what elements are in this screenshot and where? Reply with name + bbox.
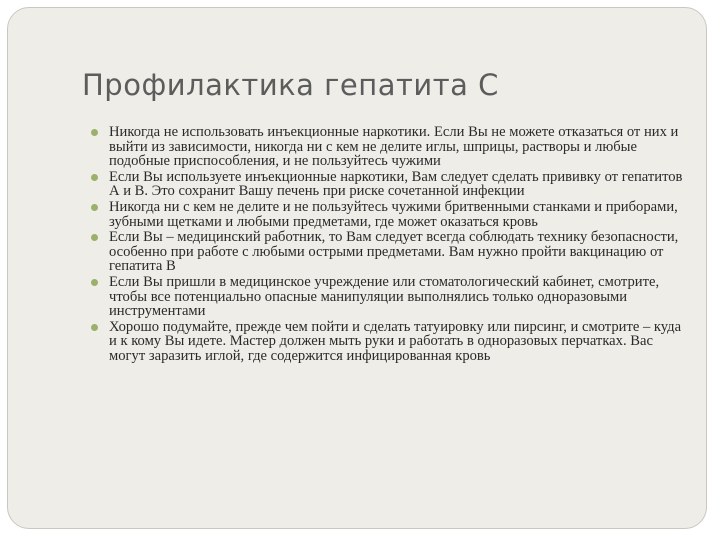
list-item-text: Хорошо подумайте, прежде чем пойти и сделать татуировку или пирсинг, и смотрите – куда и к кому Вы идете. Мастер должен мыть руки и работать в одноразовых перчатках. Вас могут заразить иглой, где содержится инфицированная кровь: [109, 318, 682, 364]
bullet-dot-icon: [91, 129, 98, 136]
list-item-text: Если Вы пришли в медицинское учреждение или стоматологический кабинет, смотрите, чтобы все потенциально опасные манипуляции выполнялись только одноразовыми инструментами: [109, 273, 660, 320]
list-item: [89, 170, 689, 199]
list-item-text: Никогда ни с кем не делите и не пользуйтесь чужими бритвенными станками и приборами, зубными щетками и любыми предметами, где может оказаться кровь: [109, 198, 678, 230]
list-item: [89, 125, 689, 169]
bullet-dot-icon: [91, 204, 98, 211]
slide-title: Профилактика гепатита С: [82, 68, 499, 102]
bullet-dot-icon: [91, 234, 98, 241]
bullet-dot-icon: [91, 174, 98, 181]
list-item: [89, 230, 689, 274]
list-item-text: Если Вы – медицинский работник, то Вам следует всегда соблюдать технику безопасности, особенно при работе с любыми острыми предметами. Вам нужно пройти вакцинацию от гепатита В: [109, 229, 679, 275]
slide: [7, 7, 707, 529]
bullet-dot-icon: [91, 279, 98, 286]
list-item-text: Никогда не использовать инъекционные наркотики. Если Вы не можете отказаться от них и выйти из зависимости, никогда ни с кем не делите иглы, шприцы, растворы и любые подобные приспособления, и не пользуйтесь чужими: [109, 124, 679, 170]
list-item-text: Если Вы используете инъекционные наркотики, Вам следует сделать прививку от гепатитов А и В. Это сохранит Вашу печень при риске сочетанной инфекции: [109, 168, 683, 200]
list-item: [89, 275, 689, 319]
list-item: [89, 200, 689, 229]
list-item: [89, 320, 689, 364]
bullet-dot-icon: [91, 324, 98, 331]
bullet-list: [89, 125, 689, 365]
